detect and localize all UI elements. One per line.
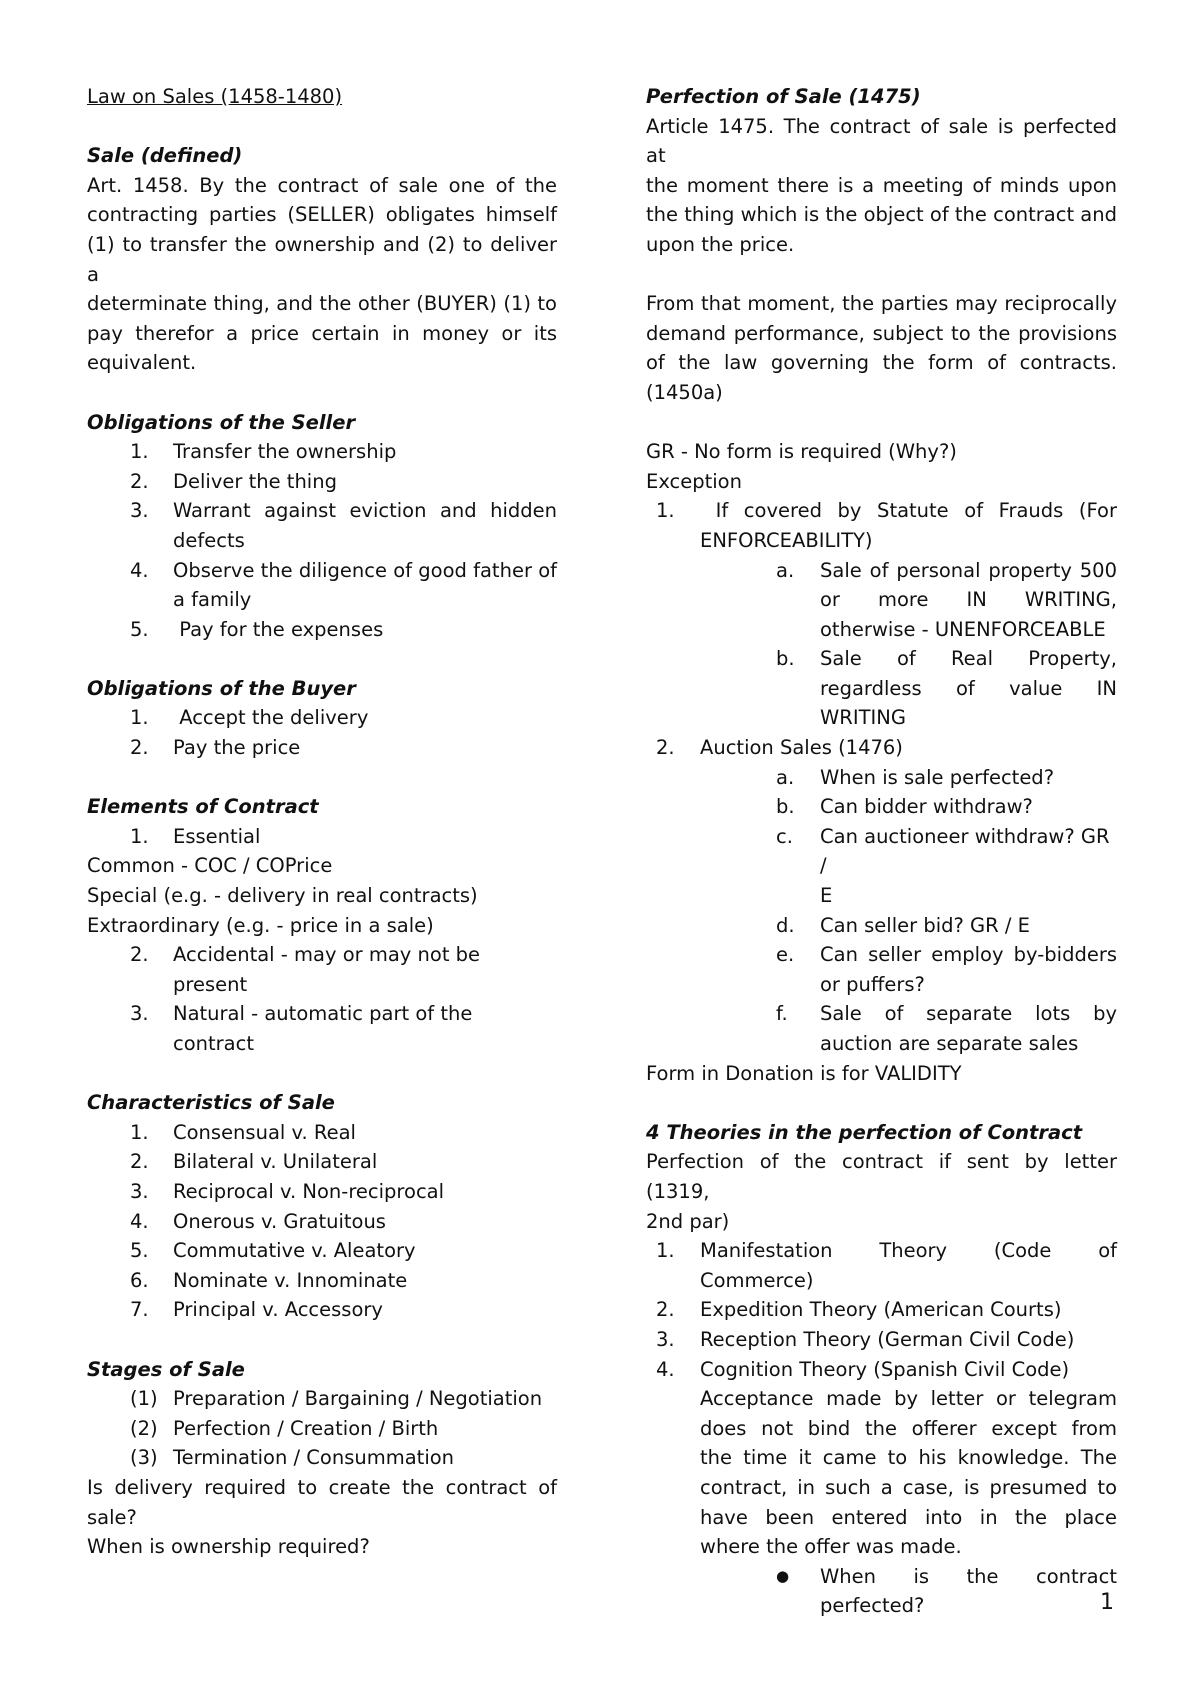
stages-question: When is ownership required? — [87, 1535, 370, 1559]
list-item: a. Sale of personal property 500 or more IN WRITING, otherwise - UNENFORCEABLE — [776, 558, 1117, 641]
page-number: 1 — [1100, 1590, 1114, 1615]
list-item: 2. Accidental - may or may not be present — [130, 943, 481, 996]
list-item: 4. Onerous v. Gratuitous — [130, 1209, 386, 1233]
sale-definition — [87, 171, 557, 378]
sale-definition-line: contracting parties (SELLER) obligates himself — [87, 203, 557, 227]
perfection-text-line: of the law governing the form of contracts. — [646, 351, 1117, 375]
perfection-text-line: From that moment, the parties may reciprocally — [646, 292, 1117, 316]
list-item: 7. Principal v. Accessory — [130, 1298, 383, 1322]
list-item: f. Sale of separate lots by auction are separate sales — [776, 1002, 1117, 1055]
list-item: (3) Termination / Consummation — [130, 1446, 455, 1470]
sale-definition-line: pay therefor a price certain in money or its — [87, 321, 557, 345]
stages-question: sale? — [87, 1505, 137, 1529]
list-item: 4. Observe the diligence of good father of a family — [130, 558, 557, 612]
list-item: 1. Accept the delivery — [130, 706, 369, 730]
document-title: Law on Sales (1458-1480) — [87, 85, 343, 108]
bullet-icon: ● — [776, 1566, 790, 1585]
perfection-text-line: the thing which is the object of the contract and — [646, 203, 1117, 227]
list-item: 5. Commutative v. Aleatory — [130, 1239, 416, 1263]
perfection-text-line: (1450a) — [646, 380, 723, 404]
list-item: 3. Reception Theory (German Civil Code) — [656, 1327, 1075, 1351]
list-item: (1) Preparation / Bargaining / Negotiation — [130, 1387, 543, 1411]
list-item: c. Can auctioneer withdraw? GR / E — [776, 824, 1110, 908]
stages-heading: Stages of Sale — [87, 1357, 245, 1381]
list-item: 3. Natural - automatic part of the contract — [130, 1002, 473, 1055]
exception-line: Exception — [646, 469, 742, 493]
list-item: 3. Reciprocal v. Non-reciprocal — [130, 1179, 445, 1203]
perfection-text-line: the moment there is a meeting of minds upon — [646, 173, 1117, 197]
list-item: b. Sale of Real Property, regardless of value IN WRITING — [776, 647, 1117, 730]
list-item: a. When is sale perfected? — [776, 765, 1055, 789]
seller-obligations-list — [87, 437, 557, 644]
theories-intro-line: 2nd par) — [646, 1209, 730, 1233]
list-item: 1. Manifestation Theory (Code of Commerce) — [656, 1239, 1117, 1292]
list-item: 3. Warrant against eviction and hidden defects — [130, 499, 557, 552]
list-item: 2. Deliver the thing — [130, 469, 337, 493]
sale-definition-line: determinate thing, and the other (BUYER) (1) to — [87, 292, 557, 316]
sale-defined-heading: Sale (defined) — [87, 144, 243, 168]
characteristics-list — [87, 1118, 557, 1325]
list-item: 2. Bilateral v. Unilateral — [130, 1150, 378, 1174]
right-column — [646, 82, 1117, 1621]
general-rule-line: GR - No form is required (Why?) — [646, 440, 957, 464]
theories-heading: 4 Theories in the perfection of Contract — [646, 1120, 1083, 1144]
perfection-heading: Perfection of Sale (1475) — [646, 85, 921, 108]
perfection-text-line: Article 1475. The contract of sale is perfected at — [646, 114, 1117, 168]
sale-definition-line: Art. 1458. By the contract of sale one of the — [87, 173, 557, 197]
theories-intro-line: Perfection of the contract if sent by letter (1319, — [646, 1150, 1117, 1203]
stages-question: Is delivery required to create the contract of — [87, 1475, 557, 1499]
left-column — [87, 82, 557, 1562]
buyer-obligations-list — [87, 703, 557, 762]
donation-line: Form in Donation is for VALIDITY — [646, 1061, 962, 1085]
perfection-text-line: upon the price. — [646, 232, 795, 256]
list-item: b. Can bidder withdraw? — [776, 795, 1033, 819]
list-item: d. Can seller bid? GR / E — [776, 913, 1030, 937]
list-item: 1. If covered by Statute of Frauds (For ENFORCEABILITY) — [656, 499, 1117, 552]
list-item: 1. Essential — [130, 824, 261, 848]
list-item: 6. Nominate v. Innominate — [130, 1268, 408, 1292]
elements-heading: Elements of Contract — [87, 795, 319, 819]
list-item: 2. Pay the price — [130, 736, 301, 760]
list-item: e. Can seller employ by-bidders or puffers? — [776, 943, 1117, 996]
list-item: 5. Pay for the expenses — [130, 617, 384, 641]
list-item: 4. Cognition Theory (Spanish Civil Code) — [656, 1357, 1070, 1381]
elements-line: Extraordinary (e.g. - price in a sale) — [87, 913, 434, 937]
elements-line: Common - COC / COPrice — [87, 854, 333, 878]
list-item: (2) Perfection / Creation / Birth — [130, 1416, 439, 1440]
stages-list — [87, 1384, 557, 1473]
seller-obligations-heading: Obligations of the Seller — [87, 410, 356, 434]
list-item: 2. Auction Sales (1476) — [656, 736, 903, 760]
perfection-text-line: demand performance, subject to the provisions — [646, 321, 1117, 345]
acceptance-paragraph: Acceptance made by letter or telegram does not bind the offerer except from the time it came to his knowledge. The contract, in such a case, is presumed to have been entered into in the place where the offer was made. — [700, 1387, 1117, 1559]
buyer-obligations-heading: Obligations of the Buyer — [87, 676, 356, 700]
sale-definition-line: equivalent. — [87, 351, 197, 375]
list-item: 1. Transfer the ownership — [130, 440, 397, 464]
elements-line: Special (e.g. - delivery in real contracts) — [87, 884, 478, 908]
list-item: 1. Consensual v. Real — [130, 1120, 356, 1144]
characteristics-heading: Characteristics of Sale — [87, 1091, 335, 1115]
bullet-item: ● When is the contract perfected? — [646, 1562, 1117, 1621]
sale-definition-line: (1) to transfer the ownership and (2) to deliver a — [87, 232, 557, 286]
list-item: 2. Expedition Theory (American Courts) — [656, 1298, 1062, 1322]
